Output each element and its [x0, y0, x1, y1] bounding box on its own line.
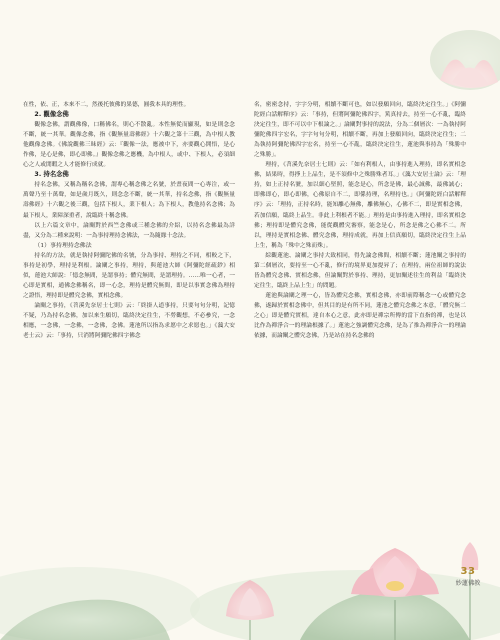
left-text-column	[23, 100, 235, 341]
paragraph: 持名念佛，又稱為稱名念佛，謂專心稱念佛之名號，於晝夜間一心專注，或一萬聲乃至十萬聲，如是歲月既久，則念念不斷，統一其華，持名念佛，指《觀無量壽佛經》十六觀之後三觀，包括下根人，業下根人；為下根人，教他持名念佛；為最下根人，業障深重者，說臨終十稱念佛。	[23, 182, 235, 219]
paragraph: 蓮池與論闡之理一心，皆為體究念佛，實相念佛，亦即前際稱念一心或體究念佛，遂歸於實相念佛中，但其目的是有所不同，蓮池之體究念佛之本意，「體究無二之心」即是體究實相，達自本心之意，此亦即是禪宗所傳的當下直指的禪，也是以比作為禪淨合一的理論根據了。」蓮池之強調體究念佛，是為了推為禪淨合一的理論依據，而論闡之體究念佛，乃是站在持名念佛的	[254, 292, 466, 340]
paragraph: 持名的方法，就是執持阿彌陀佛的名號，分為事持、理持之不同，相較之下，事持是初學，理持是利根。論闡之事持，理持，與蓮池大師《阿彌陀經疏鈔》相似，蓮池大師說：「憶念無間，是謂事持；體究無間，是謂理持。……唯一心者，一心即是實相，通佛念佛稱名，即一心念，理持是體究無間，即是以事實念佛為理持之證悟，理持即是體究念佛，實相念佛。	[23, 252, 235, 299]
paragraph: 以上六篇文章中，論闡對於西竺念佛或三種念佛的介紹，以持名念佛最為詳盡，又分為二種來說明：一為事持理持念佛法，一為隨緣十念法。	[23, 222, 235, 239]
lotus-bottom-art	[0, 542, 500, 640]
paragraph: 觀像念佛，謂觀佛像，口稱佛名，則心不散亂。本性無從而顯現，如是則念念不斷，統一其華。觀像念佛，指《觀無量壽佛經》十六觀之第十三觀，為中根人教他觀像念佛。《佛說觀佛三昧經》云：『觀像一法，應被中下，亦要觀心開悟，是心作佛，是心是佛，即心即佛。』觀像念佛之應機，為中根人，或中、下根人，必須細心之人或閒暇之人才能修行成就。	[23, 122, 235, 169]
magazine-name: 妙蓮佛教	[455, 580, 481, 587]
paragraph: 在性，依、正，本來不二，然後托彼佛的果德，圓我本具的理性。	[23, 102, 190, 108]
page-footer	[440, 566, 496, 587]
page-number: 33	[460, 566, 476, 577]
section-heading: 2. 觀像念佛	[34, 111, 69, 119]
paragraph: 論闡之事持，《苕溪先奈居士七則》云：「終掛人道事持，只要句句分明，記憶不疑，乃為持名念佛，加以來生願切，臨終決定往生，不勞觀想，不必參究，一念相應，一念佛，一念佛，一念佛，念佛。蓮池所以指為求愿中之求愿也。」《蕅大安老士云》云：「事持，只消將阿彌陀佛四字佛念	[23, 302, 235, 340]
paragraph: 名，密密念持，字字分明，相續不斷可也，如以發願回向，臨終決定往生。」《阿彌陀經白話解釋序》云：「事持，但將阿彌陀佛四字，篤真持去，持至一心不亂，臨終決定往生，即不可以中下根論之。」論闡對事持的說法，分為二個層次：一為執持阿彌陀佛四字宏名，字字句句分明，相續不斷，再加上發願回向，臨終決定往生；二為執持阿彌陀佛四字宏名，持至一心不亂，臨終決定往生，蓮池與事持為「殊勝中之殊勝」。	[254, 102, 466, 159]
paragraph: 理持，《苕溪先奈居士七則》云：「如有利根人，由事持進入理持，即名實相念佛，結果時，得掙上上品生，是不須修中之殊勝殊者耳。」《蕅大安居士論》云：「理持，如上正持名號，加以細心堅照，能念是心，所念是佛，最心誠佛，最佛誠心；即佛即心，即心即佛，心佛原自不二，即係持理，名理持也。」《阿彌陀經白話解釋序》云：「理持，正持名時，能知離心無佛，離佛無心，心佛不二，即是實相念佛，若加信願，臨終上品生。非此上利根者不能。」理持是由事持進入理持，即名實相念佛；理持即是體究念佛，能從觀體究審察，能念是心，所念是佛之心佛不二。所以，理持是實相念佛、體究念佛，理持成就，再加上信真願切，臨終決定往生上品上生，稱為「殊中之殊而殊」。	[254, 162, 466, 249]
right-text-column	[254, 100, 466, 341]
subsection-heading: （1）事持理持念佛法	[34, 242, 92, 249]
section-heading: 3. 持名念佛	[34, 171, 69, 179]
lotus-top-right	[430, 30, 500, 90]
paragraph: 綜觀蓮池、論闡之事持大致相同，得先論念佛間，相續不斷；蓮池闡之事持的第二個層次，要持至一心不亂，修行的境界更加提昇了；在理持，兩位祖師的說法皆為體究念佛、實相念佛，但論闡對於事持、理持，更加闡述往生的利益「臨終決定往生，臨終上品上生」的問題。	[254, 252, 466, 289]
